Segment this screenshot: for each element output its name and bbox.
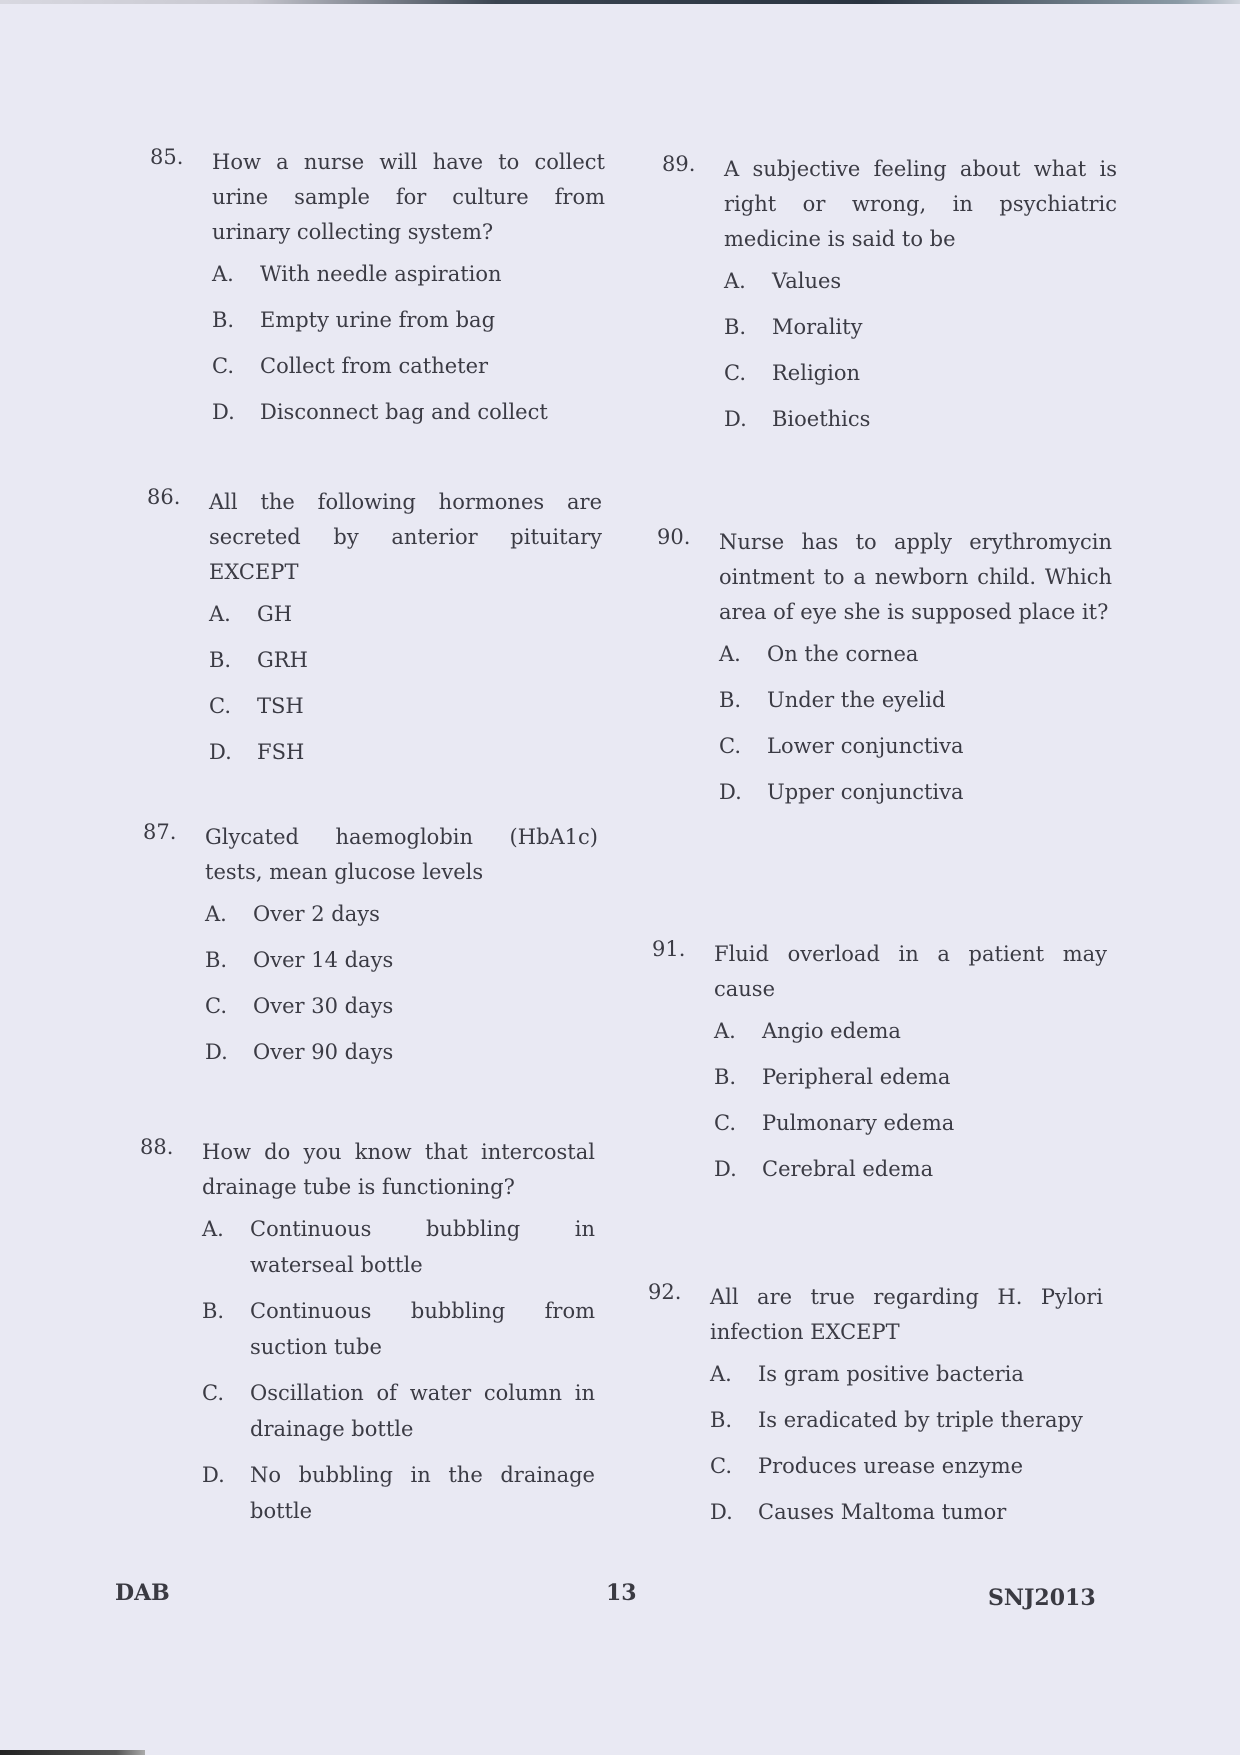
option-c: C. Collect from catheter bbox=[212, 354, 489, 378]
question-91 bbox=[652, 937, 1107, 1197]
question-text: All are true regarding H. Pylori infection EXCEPT bbox=[710, 1285, 1103, 1344]
question-text: How a nurse will have to collect urine sample for culture from urinary collecting system? bbox=[212, 150, 605, 244]
option-a: A. Continuous bubbling in waterseal bottle bbox=[202, 1217, 595, 1277]
option-b: B. GRH bbox=[209, 648, 308, 672]
question-number: 85. bbox=[150, 145, 184, 169]
option-b: B. Is eradicated by triple therapy bbox=[710, 1408, 1083, 1432]
footer-right-code: SNJ2013 bbox=[988, 1585, 1096, 1611]
page-number: 13 bbox=[606, 1580, 637, 1606]
option-a: A. Is gram positive bacteria bbox=[710, 1362, 1024, 1386]
question-text: All the following hormones are secreted by anterior pituitary EXCEPT bbox=[209, 490, 602, 584]
question-number: 90. bbox=[657, 525, 691, 549]
option-c: C. Produces urease enzyme bbox=[710, 1454, 1024, 1478]
option-c: C. Lower conjunctiva bbox=[719, 734, 964, 758]
option-b: B. Morality bbox=[724, 315, 863, 339]
option-a: A. Values bbox=[724, 269, 842, 293]
option-c: C. Over 30 days bbox=[205, 994, 394, 1018]
option-list bbox=[205, 896, 598, 1070]
option-d: D. Bioethics bbox=[724, 407, 871, 431]
option-b: B. Over 14 days bbox=[205, 948, 394, 972]
option-b: B. Peripheral edema bbox=[714, 1065, 951, 1089]
option-b: B. Continuous bubbling from suction tube bbox=[202, 1299, 595, 1359]
option-a: A. GH bbox=[209, 602, 293, 626]
option-list bbox=[209, 596, 602, 770]
option-a: A. With needle aspiration bbox=[212, 262, 502, 286]
question-number: 86. bbox=[147, 485, 181, 509]
scan-edge-bottom bbox=[0, 1750, 145, 1755]
option-list bbox=[719, 636, 1112, 810]
option-d: D. FSH bbox=[209, 740, 305, 764]
option-b: B. Under the eyelid bbox=[719, 688, 946, 712]
option-d: D. Over 90 days bbox=[205, 1040, 394, 1064]
option-a: A. Angio edema bbox=[714, 1019, 901, 1043]
question-text: Glycated haemoglobin (HbA1c) tests, mean glucose levels bbox=[205, 825, 598, 884]
question-text: Fluid overload in a patient may cause bbox=[714, 942, 1107, 1001]
question-text: A subjective feeling about what is right or wrong, in psychiatric medicine is said to be bbox=[724, 157, 1117, 251]
option-c: C. Religion bbox=[724, 361, 860, 385]
question-87 bbox=[143, 820, 598, 1080]
footer-left-code: DAB bbox=[115, 1580, 170, 1606]
option-list bbox=[202, 1211, 595, 1529]
question-text: Nurse has to apply erythromycin ointment to a newborn child. Which area of eye she is supposed place it? bbox=[719, 530, 1112, 624]
option-d: D. Cerebral edema bbox=[714, 1157, 934, 1181]
option-list bbox=[724, 263, 1117, 437]
option-d: D. Upper conjunctiva bbox=[719, 780, 964, 804]
question-86 bbox=[147, 485, 602, 780]
question-number: 91. bbox=[652, 937, 686, 961]
question-92 bbox=[648, 1280, 1103, 1540]
option-list bbox=[714, 1013, 1107, 1187]
option-d: D. No bubbling in the drainage bottle bbox=[202, 1463, 595, 1523]
option-c: C. TSH bbox=[209, 694, 304, 718]
question-number: 87. bbox=[143, 820, 177, 844]
question-88 bbox=[140, 1135, 595, 1539]
option-a: A. Over 2 days bbox=[205, 902, 380, 926]
option-d: D. Disconnect bag and collect bbox=[212, 400, 548, 424]
question-85 bbox=[150, 145, 605, 440]
question-90 bbox=[657, 525, 1112, 820]
option-b: B. Empty urine from bag bbox=[212, 308, 496, 332]
question-number: 92. bbox=[648, 1280, 682, 1304]
option-a: A. On the cornea bbox=[719, 642, 919, 666]
option-d: D. Causes Maltoma tumor bbox=[710, 1500, 1007, 1524]
scan-edge-top bbox=[0, 0, 1240, 4]
question-text: How do you know that intercostal drainage tube is functioning? bbox=[202, 1140, 595, 1199]
option-list bbox=[212, 256, 605, 430]
option-c: C. Pulmonary edema bbox=[714, 1111, 955, 1135]
question-number: 88. bbox=[140, 1135, 174, 1159]
option-list bbox=[710, 1356, 1103, 1530]
option-c: C. Oscillation of water column in drainage bottle bbox=[202, 1381, 595, 1441]
question-89 bbox=[662, 152, 1117, 447]
question-number: 89. bbox=[662, 152, 696, 176]
